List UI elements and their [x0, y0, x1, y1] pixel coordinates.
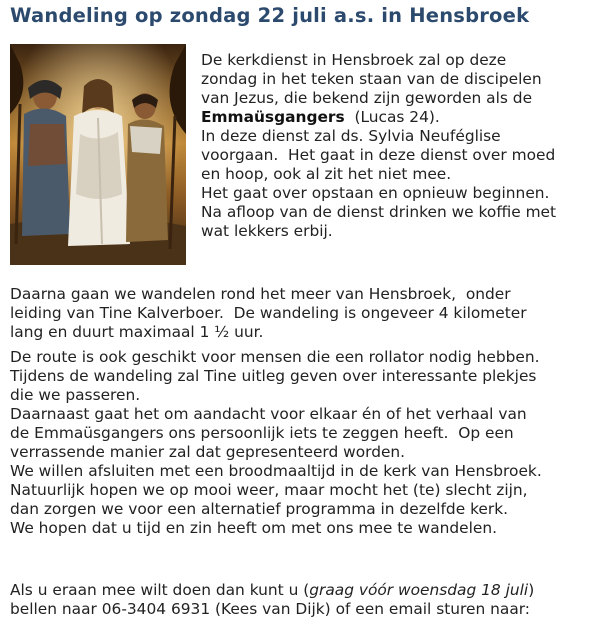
route-line: de Emmaüsgangers ons persoonlijk iets te zeggen heeft. Op een	[10, 424, 514, 442]
emmausgangers-bold: Emmaüsgangers	[201, 108, 345, 126]
contact-paragraph	[10, 581, 534, 619]
intro-line: In deze dienst zal ds. Sylvia Neuféglise	[201, 127, 501, 145]
intro-line: De kerkdienst in Hensbroek zal op deze	[201, 51, 507, 69]
contact-line: Als u eraan mee wilt doen dan kunt u (	[10, 581, 310, 599]
route-line: We willen afsluiten met een broodmaaltijd in de kerk van Hensbroek.	[10, 462, 542, 480]
route-line: Natuurlijk hopen we op mooi weer, maar mocht het (te) slecht zijn,	[10, 481, 528, 499]
route-line: We hopen dat u tijd en zin heeft om met ons mee te wandelen.	[10, 519, 498, 537]
route-line: verrassende manier zal dat gepresenteerd worden.	[10, 443, 406, 461]
intro-line: zondag in het teken staan van de discipelen	[201, 70, 542, 88]
article-title: Wandeling op zondag 22 juli a.s. in Hensbroek	[10, 4, 530, 27]
walk-line: leiding van Tine Kalverboer. De wandeling is ongeveer 4 kilometer	[10, 304, 527, 322]
route-line: die we passeren.	[10, 386, 141, 404]
route-line: De route is ook geschikt voor mensen die een rollator nodig hebben.	[10, 348, 540, 366]
intro-line: wat lekkers erbij.	[201, 222, 333, 240]
route-line: dan zorgen we voor een alternatief programma in dezelfde kerk.	[10, 500, 509, 518]
intro-line: Het gaat over opstaan en opnieuw beginnen.	[201, 184, 550, 202]
route-line: Daarnaast gaat het om aandacht voor elkaar én of het verhaal van	[10, 405, 527, 423]
intro-line: (Lucas 24).	[344, 108, 440, 126]
route-paragraph	[10, 348, 542, 538]
intro-line: voorgaan. Het gaat in deze dienst over moed	[201, 146, 556, 164]
intro-line: van Jezus, die bekend zijn geworden als de	[201, 89, 533, 107]
emmaus-painting-icon	[10, 44, 186, 265]
intro-line: en hoop, ook al zit het niet mee.	[201, 165, 452, 183]
route-line: Tijdens de wandeling zal Tine uitleg geven over interessante plekjes	[10, 367, 537, 385]
intro-paragraph	[201, 51, 556, 241]
emmaus-painting-image	[10, 44, 186, 265]
walk-paragraph	[10, 285, 527, 342]
contact-line: bellen naar 06-3404 6931 (Kees van Dijk) of een email sturen naar:	[10, 600, 530, 618]
intro-line: Na afloop van de dienst drinken we koffie met	[201, 203, 557, 221]
contact-line: )	[528, 581, 535, 599]
contact-deadline: graag vóór woensdag 18 juli	[309, 581, 529, 599]
walk-line: lang en duurt maximaal 1 ½ uur.	[10, 323, 264, 341]
walk-line: Daarna gaan we wandelen rond het meer van Hensbroek, onder	[10, 285, 511, 303]
